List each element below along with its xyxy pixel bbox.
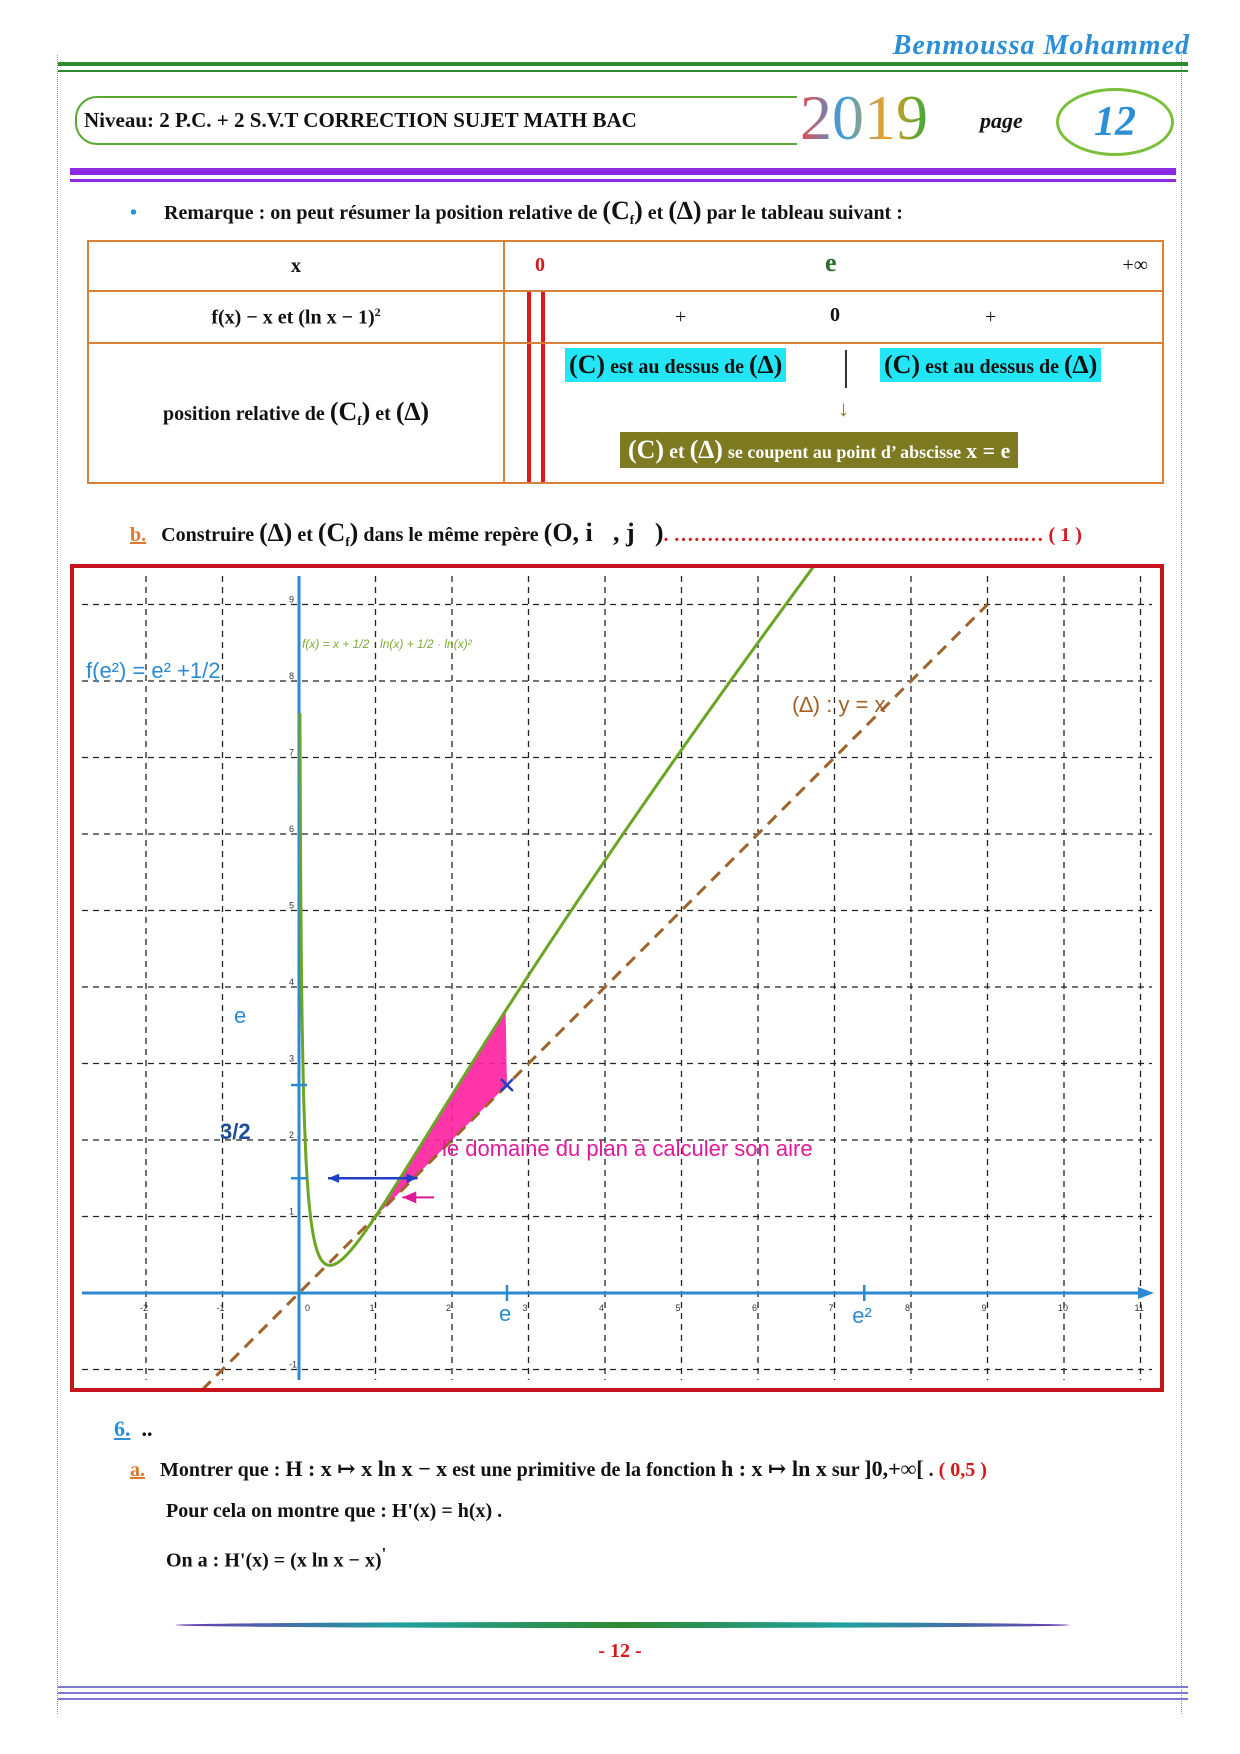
page-label: page [980, 108, 1023, 133]
position-table [87, 240, 1164, 484]
row2-label: f(x) − x et (ln x − 1)$^2$ [88, 291, 504, 343]
x-values-row: 0 e +∞ [504, 241, 1163, 291]
double-bar-forbidden [527, 292, 545, 342]
x-tick-label: 8 [905, 1303, 911, 1313]
position-row [504, 343, 1163, 483]
row3-label: position relative de $(C_f)$ et (∆) [88, 343, 504, 483]
purple-rule-thin [70, 179, 1176, 182]
bottom-rule-2 [58, 1692, 1188, 1694]
y-tick-label: 5 [289, 900, 295, 911]
y-tick-label: 8 [289, 671, 295, 681]
down-arrow-icon: ↓ [838, 396, 849, 421]
x-tick-label: 7 [828, 1303, 834, 1313]
y-tick-label: 1 [289, 1206, 295, 1217]
graph-frame [70, 564, 1164, 1392]
x-tick-label: 6 [752, 1303, 758, 1313]
x-tick-label: -1 [216, 1303, 225, 1313]
x-tick-label: 5 [675, 1303, 681, 1313]
axes [82, 576, 1154, 1380]
axis-ticks [140, 595, 1144, 1370]
y-tick-label: 2 [289, 1130, 295, 1140]
e-x-axis-label: e [498, 1301, 512, 1326]
sign-row: + 0 + [504, 291, 1163, 343]
x-tick-label: -2 [140, 1303, 149, 1313]
x-label: x [88, 241, 504, 291]
bullet-icon: • [130, 202, 138, 224]
page-number-badge: 12 [1056, 88, 1174, 156]
three-halves-label: 3/2 [220, 1119, 251, 1144]
x-tick-label: 0 [305, 1303, 311, 1313]
purple-rule [70, 168, 1176, 175]
annotations [86, 637, 886, 1328]
proof-line-3: On a : H'(x) = (x ln x − x)' [166, 1544, 387, 1572]
bottom-rule-3 [58, 1698, 1188, 1700]
x-axis-arrow-icon [1138, 1287, 1154, 1299]
header-rule-top [58, 62, 1188, 66]
function-graph [74, 568, 1160, 1388]
y-tick-label: 3 [289, 1053, 295, 1064]
left-margin-dots [57, 55, 58, 1714]
tangent-arrows [328, 568, 899, 1183]
asymptote-line [188, 605, 987, 1389]
function-formula-label: f(x) = x + 1/2 · ln(x) + 1/2 · ln(x)² [302, 637, 472, 651]
fe2-label: f(e²) = e² +1/2 [86, 658, 221, 683]
area-label: le domaine du plan à calculer son aire [442, 1136, 813, 1161]
header-rule-top-thin [58, 70, 1188, 72]
y-tick-label: 4 [289, 977, 295, 987]
x-tick-label: 2 [446, 1303, 452, 1313]
year-2019: 2019 [800, 82, 928, 153]
x-tick-label: 11 [1134, 1303, 1144, 1313]
above-right: (C) est au dessus de (∆) [880, 348, 1101, 382]
horizontal-tangent-left-head-icon [328, 1174, 339, 1183]
asymptote-label: (∆) : y = x [792, 692, 886, 717]
x-tick-label: 3 [522, 1303, 528, 1313]
y-tick-label: 7 [289, 747, 295, 758]
e2-x-axis-label: e² [852, 1303, 872, 1328]
y-tick-label: 9 [289, 594, 295, 605]
x-tick-label: 9 [981, 1303, 987, 1313]
x-tick-label: 10 [1058, 1303, 1069, 1313]
double-bar-forbidden-2 [527, 344, 545, 482]
area-pointer-arrow-icon [402, 1191, 416, 1203]
e-y-axis-label: e [234, 1003, 247, 1028]
y-tick-label: -1 [289, 1359, 298, 1370]
author-name: Benmoussa Mohammed [892, 30, 1190, 61]
question-6: 6. .. [114, 1416, 153, 1441]
right-margin-dots [1181, 55, 1182, 1714]
x-tick-label: 4 [599, 1303, 605, 1313]
x-tick-label: 1 [369, 1303, 375, 1313]
y-tick-label: 6 [289, 824, 295, 834]
divider-at-e [845, 350, 847, 388]
proof-line-2: Pour cela on montre que : H'(x) = h(x) . [166, 1500, 503, 1522]
remark-line: • Remarque : on peut résumer la position relative de $(C_f)$ et (∆) par le tableau suivant : [130, 196, 903, 227]
footer-rule [175, 1622, 1070, 1628]
above-left: (C) est au dessus de (∆) [565, 348, 786, 382]
intersection-note: (C) et (∆) se coupent au point d’ abscisse x = e [620, 432, 1018, 468]
niveau-title: Niveau: 2 P.C. + 2 S.V.T CORRECTION SUJET MATH BAC [84, 108, 637, 132]
grid [82, 576, 1152, 1380]
page-footer-number: - 12 - [598, 1640, 642, 1662]
bottom-rule-1 [58, 1686, 1188, 1688]
question-b: b. Construire (∆) et $(C_f)$ dans le même repère (O, i⃗, j⃗). ……………………………………………..… ( 1 ) [130, 518, 1082, 549]
question-6a: a. Montrer que : H : x ↦ x ln x − x est une primitive de la fonction h : x ↦ ln x sur ]0,+∞[ . ( 0,5 ) [130, 1456, 987, 1481]
